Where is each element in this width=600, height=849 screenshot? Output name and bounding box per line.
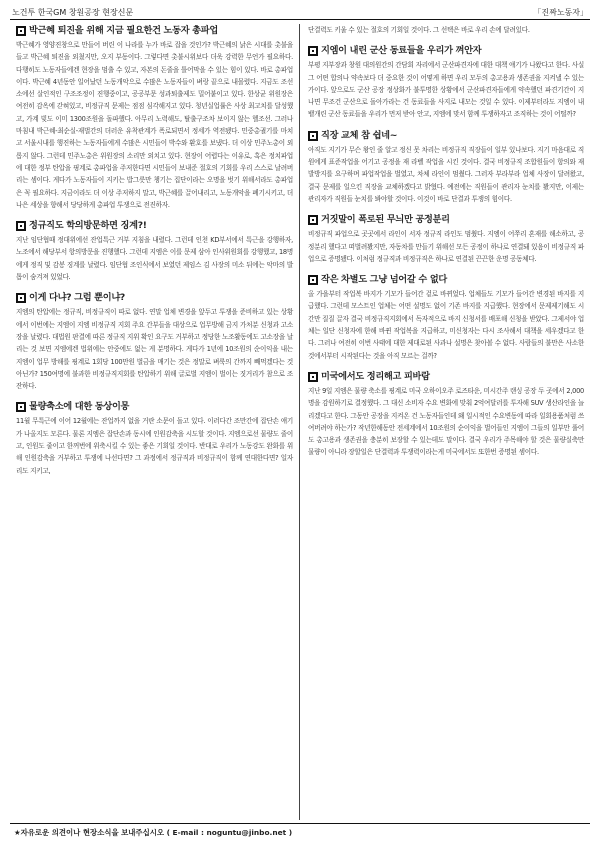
publication-name: 노건투 한국GM 창원공장 현장신문: [12, 8, 134, 17]
article-title: 거짓말이 폭로된 무늬만 공정분리: [308, 213, 584, 227]
publication-title: 「진짜노동자」: [533, 8, 588, 17]
square-bullet-icon: [16, 221, 26, 231]
article-title: 박근혜 퇴진을 위해 지금 필요한건 노동자 총파업: [16, 24, 293, 38]
contact-notice: ★자유로운 의견이나 현장소식을 보내주십시오 ( E-mail : noguntu@jinbo.net ): [14, 828, 293, 837]
article-title: 직장 교체 참 쉽네~: [308, 129, 584, 143]
article-body: 지엠의 탄압에는 정규직, 비정규직이 따로 없다. 연말 업체 변경을 앞두고 투쟁을 준비하고 있는 상황에서 이번에는 지엠이 지엠 비정규직 지회 주요 간부들을 대상으로 업무방해 금지 가처분 신청과 고소장을 날렸다. 대법원 판결에 따른 정규직 지위 확인 요구도 거부하고 정당한 노조활동에도 고소장을 날리는 것 보면 지엠에겐 법위에는 안중에도 없는 게 분명하다. 게다가 1년에 10조원의 순이익을 내는 지엠이 업무 방해를 핑계로 1회당 100만원 벌금을 매기는 것은 정말로 벼룩의 간까지 빼먹겠다는 것 아닌가? 150여명에 불과한 비정규직지회를 탄압하기 위해 글로벌 지엠이 벌이는 짓거리가 참으로 조잔하다.: [16, 308, 293, 391]
article: [16, 400, 293, 476]
article: [16, 219, 293, 283]
square-bullet-icon: [308, 215, 318, 225]
article-title: 물량축소에 대한 동상이몽: [16, 400, 293, 414]
page-header: [10, 8, 590, 20]
article-body: 비정규직 파업으로 곳곳에서 라인이 서자 정규직 라인도 멈췄다. 지엠이 어쭈리 혼재를 해소하고, 공정분리 했다고 떠벌려봤지만, 자동차를 만들기 위해선 모든 공정이 하나로 연결돼 있음이 비정규직 파업으로 증명됐다. 이처럼 정규직과 비정규직은 하나로 연결된 끈끈한 운명 공동체다.: [308, 230, 584, 263]
square-bullet-icon: [308, 372, 318, 382]
article-continuation: 단결력도 키울 수 있는 절호의 기회일 것이다. 그 선택은 바로 우리 손에 달려있다.: [308, 26, 530, 34]
article-title: 정규직도 학의방문하면 징계?!: [16, 219, 293, 233]
article-columns: [10, 24, 590, 820]
square-bullet-icon: [308, 275, 318, 285]
article-body: 아직도 지기가 무슨 왕인 줄 알고 정신 못 차리는 비정규직 직장들이 일부 있나보다. 지기 마음대로 직원에게 표준작업을 어기고 공정을 재 라벨 작업을 시킨 것이다. 결국 비정규직 조합원들이 항의와 재발방지를 요구하며 파업작업을 벌였고, 차체 라인이 멈췄다. 그러자 부라부라 업체 사장이 달려왔고, 결국 문제를 일으킨 직장을 교체하겠다고 밝혔다. 예전에는 직원들이 관리자 눈치를 봤지만, 이제는 관리자가 직원들 눈치를 봐야할 것이다. 이것이 바로 단결과 투쟁의 힘이다.: [308, 145, 584, 203]
article: [308, 273, 584, 362]
square-bullet-icon: [16, 293, 26, 303]
article: [16, 24, 293, 211]
article-body: 올 가을부터 작업복 바지가 기모가 들어간 겉로 바뀌었다. 업체들도 기모가 들어간 변경된 바지를 지급했다. 그런데 모스트인 업체는 어떤 설명도 없이 기존 바지를 지급했다. 현장에서 문제제기해도 시간만 질질 끌자 결국 비정규직지회에서 독자적으로 바지 신청서를 배포해 신청을 받았다. 그제서야 업체는 일단 신청자에 한해 바뀐 작업복을 지급하고, 미신청자는 다시 조사해서 대책을 세우겠다고 한다. 그러나 여전히 이번 사태에 대한 제대로된 사과나 설명은 찾아볼 수 없다. 사람들의 불만은 사소한 것에서부터 시작된다는 것을 아직 모르는 걸까?: [308, 290, 584, 360]
article-title: 지엠이 내린 군산 동료들을 우리가 껴안자: [308, 44, 584, 58]
square-bullet-icon: [16, 402, 26, 412]
square-bullet-icon: [308, 46, 318, 56]
square-bullet-icon: [308, 131, 318, 141]
article: [308, 370, 584, 459]
article-title: 이게 다냐? 그럼 뿐이냐?: [16, 291, 293, 305]
article-body: 지난 임단협때 정대위에선 잔업특근 거부 지침을 내렸다. 그런데 인천 KD부서에서 특근을 강행하자, 노조에서 해당부서 항의방문을 진행했다. 그런데 지엠은 이를 문제 삼아 인사위원회를 강행했고, 18명에게 정직 및 감봉 징계를 날렸다. 임단협 조인식에서 보였던 제임스 김 사장의 미소 뒤에는 악마의 발톱이 숨겨져 있었다.: [16, 236, 293, 282]
article-body: 박근혜가 영양진창으로 만들어 버린 이 나라를 누가 바로 잡을 것인가? 박근혜의 낡은 시대를 촛불을 들고 박근혜 퇴진을 외쳤지만, 오지 부동이다. 그렇다면 촛불시위보다 더욱 강력한 무언가 필요하다. 다행히도 노동자들에겐 현장을 멈출 수 있고, 자본의 돈줄을 틀어막을 수 있는 힘이 있다. 바로 총파업이다. 박근혜 4년동안 일어났던 노동개악으로 수많은 노동자들이 벼랑 끝으로 내몰렸다. 지금도 조선소에선 살인적인 구조조정이 진행중이고, 공공부문 성과퇴출제도 밀어붙이고 있다. 한상균 위원장은 여전히 감옥에 갇혀있고, 비정규직 문제는 점점 심각해지고 있다. 청년실업률은 사상 최고치를 달성했고, 가계 빚도 이미 1300조원을 돌파했다. 아무리 노력해도, 탈출구조차 보이지 않는 헬조선. 그러나 마침내 박근혜-최순실-재벌간의 더러운 유착관계가 폭로되면서 정세가 역전됐다. 민중총궐기를 마치고 서울시내를 행진하는 노동자들에게 수많은 시민들이 박수와 환호를 보냈다. 더 이상 민주노총이 외롭지 않다. 그런데 민주노총은 위원장의 소리만 외치고 있다. 현장이 어렵다는 이유로, 혹은 정치파업에 대한 정부 탄압을 핑계로 총파업을 주저한다면 시민들이 보내준 절호의 기회를 우리 스스로 날려버리는 셈이다. 게다가 노동자들이 지키는 밥그릇만 챙기는 집단이라는 오명을 벗기 위해서라도 총파업은 꼭 필요하다. 지금이라도 더 이상 주저하지 말고, 박근혜를 끌어내리고, 노동개악을 폐기시키고, 더 나은 세상을 향해서 당당하게 총파업 투쟁으로 전진하자.: [16, 41, 293, 209]
article: [16, 291, 293, 392]
article-body: 지난 9일 지엠은 물량 축소를 핑계로 미국 오하이오주 로즈타운, 미시간주 랜싱 공장 두 곳에서 2,000명을 감원하기로 결정했다. 그 대신 소비자 수요 변화에 맞춰 2억여달러를 투자해 SUV 생산라인을 늘리겠다고 한다. 그동안 공장을 지켜온 건 노동자들인데 왜 일시적인 수요변동에 따라 일회용품처럼 쓰여버려야 하는가? 작년한해동안 전세계에서 10조원의 순이익을 벌어들인 지엠이 그들의 일부만 풀어도 총고용과 생존권을 충분히 보장할 수 있는데도 말이다. 결국 우리가 주목해야 할 것은 물량실축만 물량이 아니라 장할일은 단결력과 투쟁력이라는게 미국에서도 또한번 증명된 셈이다.: [308, 386, 584, 457]
article: [308, 213, 584, 265]
page-footer: [10, 823, 590, 839]
article: [308, 44, 584, 120]
left-column: [10, 24, 300, 820]
square-bullet-icon: [16, 26, 26, 36]
article-body: 11월 무특근에 이어 12월에는 잔업까지 없을 거란 소문이 돌고 있다. 이러다간 조만간에 잡단손 얘기가 나올지도 모른다. 물론 지엠은 잡단손과 동시에 인원감축을 시도할 것이다. 지엠으로선 물량도 줄이고, 인원도 줄이고 한꺼번에 위축시킬 수 있는 좋은 기회일 것이다. 반대로 우리가 노동강도 완화를 위해 인원감축을 거부하고 투쟁에 나선다면? 그 과정에서 정규직과 비정규직이 함께 연대한다면? 일자리도 지키고,: [16, 417, 293, 475]
newsletter-page: [10, 8, 590, 841]
article-body: 부평 지부장과 창원 대의원간의 간담회 자리에서 군산파견자에 대한 대책 얘기가 나왔다고 한다. 사실 그 어떤 합의나 약속보다 더 중요한 것이 어떻게 하면 우리 모두의 총고용과 생존권을 지켜낼 수 있는 가이다. 앞으로도 군산 공장 정상화가 불투명한 상황에서 군산파견자들에게 약속했던 파견기간이 지나면 무조건 군산으로 돌아가라는 건 동료들을 사지로 내모는 것일 수 있다. 이제부터라도 지엠이 내뱉개린 군산 동료들을 우리가 먼저 받아 안고, 지엠에 맞서 함께 투쟁하자고 조직하는 것이 어떨까?: [308, 61, 584, 119]
right-column: [300, 24, 590, 820]
article: [308, 129, 584, 205]
article-title: 미국에서도 정리해고 피바람: [308, 370, 584, 384]
article-title: 작은 차별도 그냥 넘어갈 수 없다: [308, 273, 584, 287]
